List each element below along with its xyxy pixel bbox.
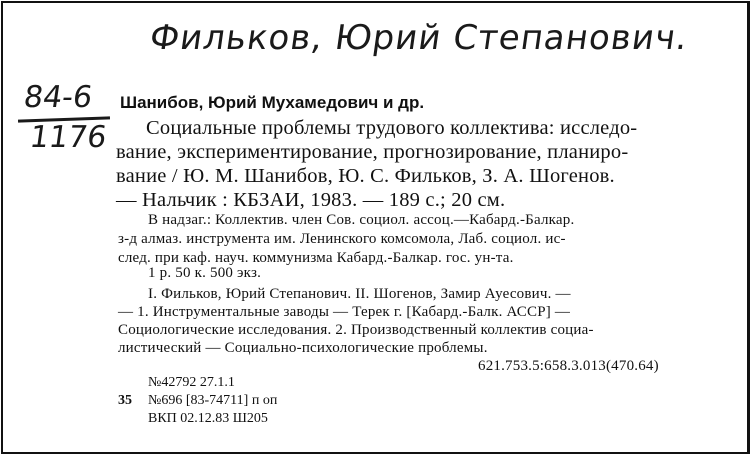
title-line-3: вание / Ю. М. Шанибов, Ю. С. Фильков, З. А. Шогенов. (116, 165, 615, 187)
title-line-1: Социальные проблемы трудового коллектива: исследо- (146, 117, 638, 139)
note-line-1: В надзаг.: Коллектив. член Сов. социол. ассоц.—Кабард.-Балкар. (148, 212, 575, 228)
udc-code: 621.753.5:658.3.013(470.64) (478, 358, 659, 374)
shelfmark-bottom: 1176 (27, 120, 109, 155)
handwritten-author-name: Фильков, Юрий Степанович. (147, 18, 691, 58)
record-number: №42792 27.1.1 (148, 375, 235, 390)
tracing-line-3: Социологические исследования. 2. Производственный коллектив социа- (118, 322, 594, 338)
card-line: №696 [83-74711] п оп (148, 393, 278, 408)
price-copies: 1 р. 50 к. 500 экз. (148, 265, 262, 281)
vkp-line: ВКП 02.12.83 Ш205 (148, 411, 268, 426)
card-line-prefix: 35 (118, 393, 132, 408)
shelfmark-top: 84-6 (21, 80, 95, 115)
tracing-line-1: I. Фильков, Юрий Степанович. II. Шогенов, Замир Ауесович. — (148, 286, 571, 302)
title-line-2: вание, экспериментирование, прогнозирование, планиро- (116, 141, 629, 163)
tracing-line-2: — 1. Инструментальные заводы — Терек г. [Кабард.-Балк. АССР] — (118, 304, 571, 320)
note-line-2: з-д алмаз. инструмента им. Ленинского комсомола, Лаб. социол. ис- (118, 231, 566, 247)
note-line-3: след. при каф. науч. коммунизма Кабард.-Балкар. гос. ун-та. (118, 250, 514, 266)
author-heading: Шанибов, Юрий Мухамедович и др. (120, 93, 425, 112)
tracing-line-4: листический — Социально-психологические проблемы. (118, 340, 488, 356)
title-line-4: — Нальчик : КБЗАИ, 1983. — 189 с.; 20 см. (116, 189, 506, 211)
